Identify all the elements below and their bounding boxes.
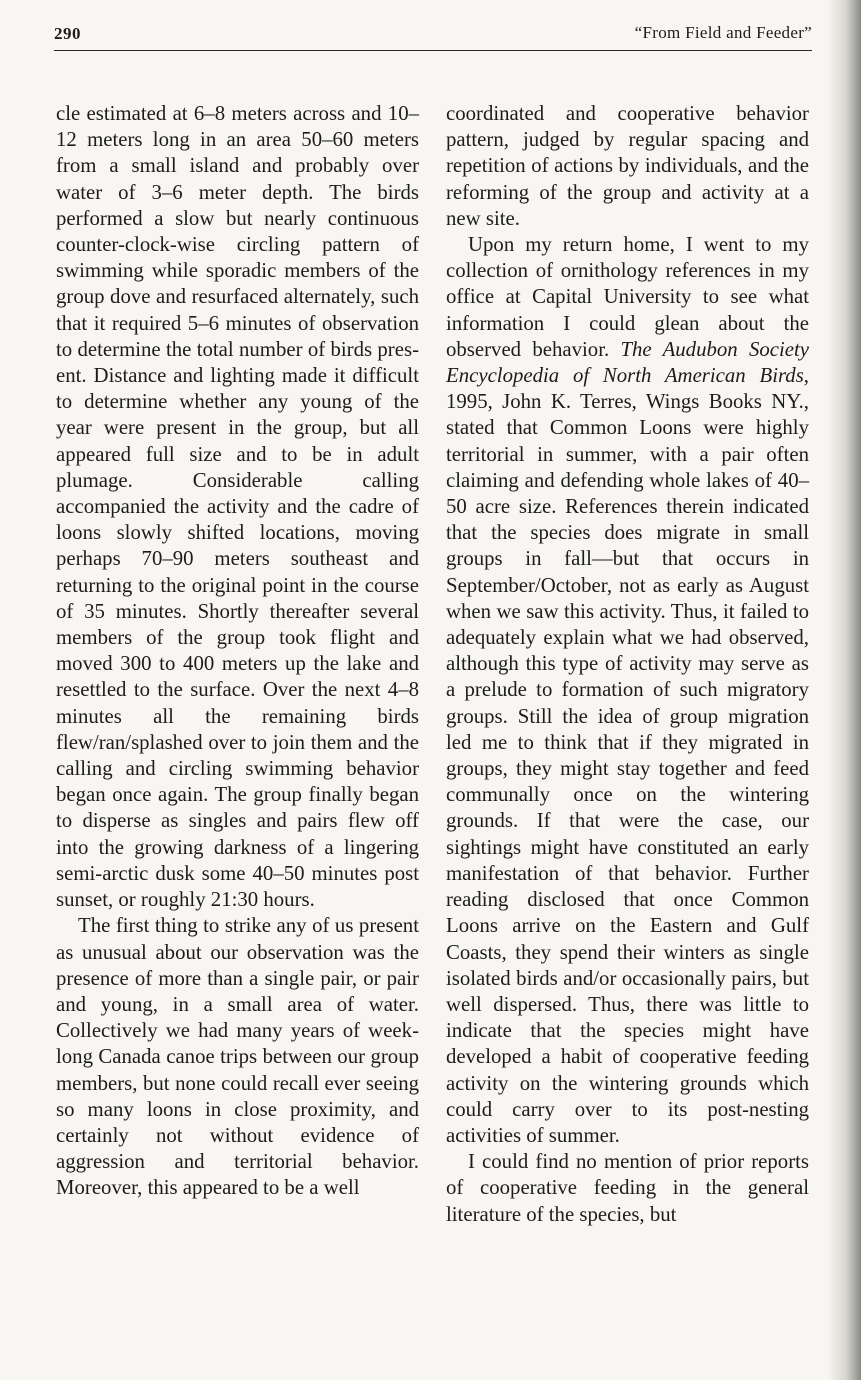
page-edge-shadow — [827, 0, 861, 1380]
left-column — [56, 101, 419, 1202]
left-paragraph-continued: cle estimated at 6–8 meters across and 10–12 meters long in an area 50–60 meters from a small island and probably over water of 3–6 meter depth. The birds performed a slow but nearly continuous counter-clock-wise circling pattern of swimming while sporadic members of the group dove and resurfaced alternately, such that it required 5–6 minutes of observation to determine the total number of birds present. Distance and lighting made it difficult to determine whether any young of the year were present in the group, but all appeared full size and to be in adult plumage. Considerable calling accompanied the activity and the cadre of loons slowly shifted locations, moving perhaps 70–90 meters southeast and returning to the original point in the course of 35 minutes. Shortly thereafter several members of the group took flight and moved 300 to 400 meters up the lake and resettled to the surface. Over the next 4–8 minutes all the remaining birds flew/ran/splashed over to join them and the calling and circling swimming behavior began once again. The group finally began to disperse as singles and pairs flew off into the growing darkness of a lingering semi-arctic dusk some 40–50 minutes post sunset, or roughly 21:30 hours. — [56, 102, 419, 912]
paragraph-text-start: Upon my return home, I went to my collection of ornithology references in my office at Capital University to see what information I could glean about the observed behavior. — [446, 233, 809, 361]
right-column — [446, 101, 809, 1228]
right-paragraph-3: I could find no mention of prior reports of cooperative feeding in the general literature of the species, but — [446, 1150, 809, 1226]
page-header — [54, 22, 812, 51]
book-title: The Audubon Society Encyclopedia of North American Birds — [446, 337, 809, 388]
page-number: 290 — [54, 24, 81, 43]
paragraph-text-end: , 1995, John K. Terres, Wings Books NY., stated that Common Loons were highly territorial in summer, with a pair often claiming and defending whole lakes of 40–50 acre size. References therein indicated that the species does migrate in small groups in fall—but that occurs in September/October, not as early as August when we saw this activity. Thus, it failed to adequately explain what we had observed, although this type of activity may serve as a prelude to formation of such migratory groups. Still the idea of group migration led me to think that if they migrated in groups, they might stay together and feed communally once on the wintering grounds. If that were the case, our sightings might have constituted an early manifestation of that behavior. Further reading disclosed that once Common Loons arrive on the Eastern and Gulf Coasts, they spend their winters as single isolated birds and/or occasionally pairs, but well dispersed. Thus, there was little to indicate that the species might have developed a habit of cooperative feeding activity on the wintering grounds which could carry over to its post-nesting activities of summer. — [446, 364, 809, 1147]
right-paragraph-continued: coordinated and cooperative behavior pattern, judged by regular spacing and repetition of actions by individuals, and the reforming of the group and activity at a new site. — [446, 102, 809, 230]
running-title: “From Field and Feeder” — [634, 23, 812, 42]
right-paragraph-2 — [446, 232, 809, 1149]
left-paragraph-2: The first thing to strike any of us present as unusual about our observation was the presence of more than a single pair, or pair and young, in a small area of water. Collectively we had many years of week-long Canada canoe trips between our group members, but none could recall ever seeing so many loons in close proximity, and certainly not without evidence of aggression and territorial behavior. Moreover, this appeared to be a well — [56, 914, 419, 1200]
